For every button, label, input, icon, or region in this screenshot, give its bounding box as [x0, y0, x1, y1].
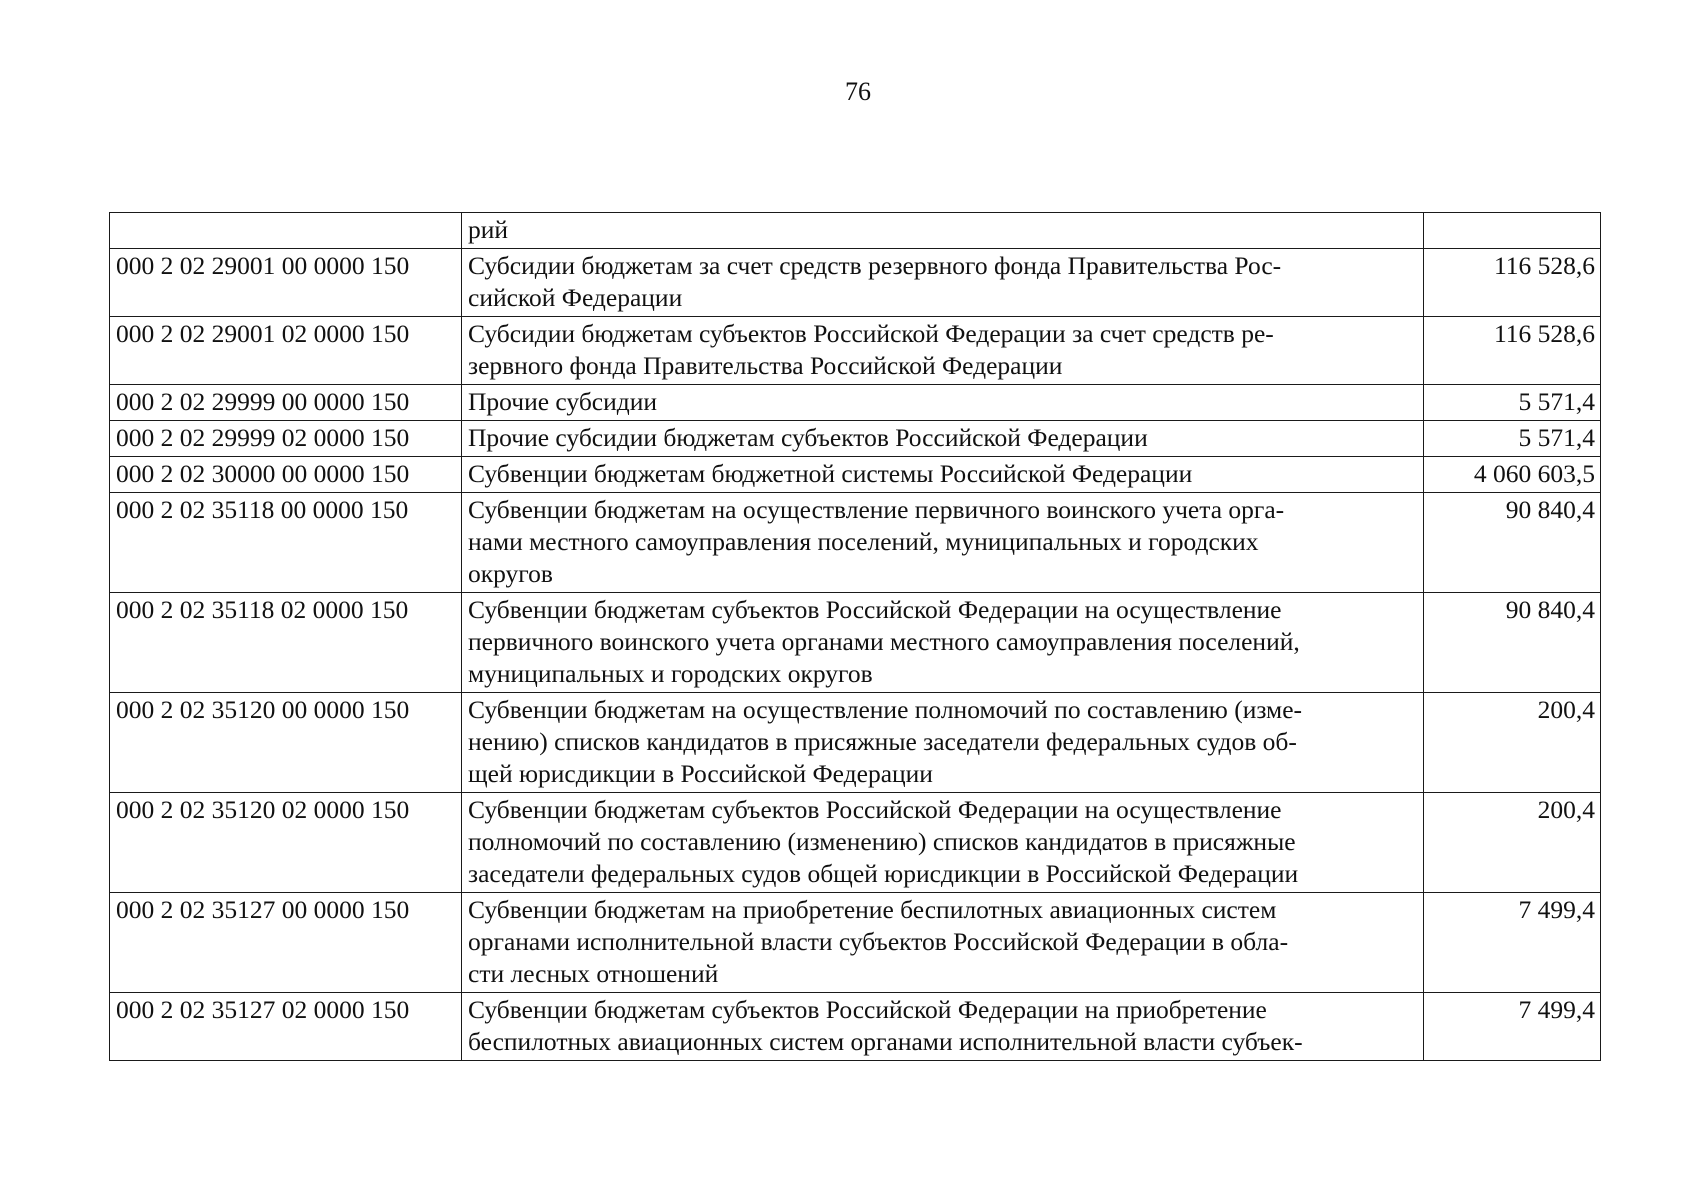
budget-classification-code: 000 2 02 30000 00 0000 150 — [110, 457, 462, 493]
table-row — [110, 793, 1601, 893]
table-row — [110, 493, 1601, 593]
revenue-name-line: нами местного самоуправления поселений, муниципальных и городских — [468, 527, 1259, 556]
amount-thousand-rubles: 4 060 603,5 — [1424, 457, 1601, 493]
budget-classification-code: 000 2 02 29999 02 0000 150 — [110, 421, 462, 457]
budget-classification-code: 000 2 02 29001 00 0000 150 — [110, 249, 462, 317]
budget-classification-code — [110, 213, 462, 249]
amount-thousand-rubles: 5 571,4 — [1424, 385, 1601, 421]
revenue-name — [462, 421, 1424, 457]
amount-thousand-rubles: 7 499,4 — [1424, 993, 1601, 1061]
amount-thousand-rubles: 5 571,4 — [1424, 421, 1601, 457]
budget-revenue-table — [109, 212, 1601, 1061]
revenue-name-line: округов — [468, 559, 553, 588]
revenue-name — [462, 893, 1424, 993]
revenue-name — [462, 793, 1424, 893]
revenue-name-line: Субвенции бюджетам бюджетной системы Российской Федерации — [468, 459, 1193, 488]
revenue-name-line: полномочий по составлению (изменению) списков кандидатов в присяжные — [468, 827, 1296, 856]
revenue-name-line: муниципальных и городских округов — [468, 659, 873, 688]
table-body — [110, 213, 1601, 1061]
revenue-name-line: Субвенции бюджетам субъектов Российской Федерации на осуществление — [468, 795, 1282, 824]
revenue-name — [462, 993, 1424, 1061]
revenue-name-line: Субвенции бюджетам субъектов Российской Федерации на осуществление — [468, 595, 1282, 624]
revenue-name-line: сийской Федерации — [468, 283, 683, 312]
table-row — [110, 213, 1601, 249]
revenue-name-line: органами исполнительной власти субъектов Российской Федерации в обла- — [468, 927, 1289, 956]
revenue-name-line: Субвенции бюджетам на приобретение беспилотных авиационных систем — [468, 895, 1277, 924]
table-row — [110, 249, 1601, 317]
table-row — [110, 993, 1601, 1061]
table-row — [110, 385, 1601, 421]
revenue-name — [462, 693, 1424, 793]
revenue-name-line: Прочие субсидии — [468, 387, 658, 416]
revenue-name — [462, 457, 1424, 493]
revenue-name-line: Субсидии бюджетам за счет средств резервного фонда Правительства Рос- — [468, 251, 1282, 280]
budget-classification-code: 000 2 02 35120 02 0000 150 — [110, 793, 462, 893]
amount-thousand-rubles: 200,4 — [1424, 793, 1601, 893]
amount-thousand-rubles: 116 528,6 — [1424, 317, 1601, 385]
table-row — [110, 421, 1601, 457]
budget-classification-code: 000 2 02 35118 02 0000 150 — [110, 593, 462, 693]
budget-classification-code: 000 2 02 35127 02 0000 150 — [110, 993, 462, 1061]
amount-thousand-rubles: 7 499,4 — [1424, 893, 1601, 993]
amount-thousand-rubles: 116 528,6 — [1424, 249, 1601, 317]
revenue-name-line: Субвенции бюджетам субъектов Российской Федерации на приобретение — [468, 995, 1267, 1024]
revenue-name — [462, 593, 1424, 693]
budget-classification-code: 000 2 02 35127 00 0000 150 — [110, 893, 462, 993]
amount-thousand-rubles — [1424, 213, 1601, 249]
revenue-name-line: беспилотных авиационных систем органами исполнительной власти субъек- — [468, 1027, 1303, 1056]
budget-classification-code: 000 2 02 29001 02 0000 150 — [110, 317, 462, 385]
revenue-name-line: Субсидии бюджетам субъектов Российской Федерации за счет средств ре- — [468, 319, 1274, 348]
budget-classification-code: 000 2 02 35120 00 0000 150 — [110, 693, 462, 793]
revenue-name-line: Прочие субсидии бюджетам субъектов Российской Федерации — [468, 423, 1148, 452]
revenue-name — [462, 493, 1424, 593]
revenue-name-line: зервного фонда Правительства Российской Федерации — [468, 351, 1063, 380]
revenue-name-line: щей юрисдикции в Российской Федерации — [468, 759, 933, 788]
revenue-name-line: сти лесных отношений — [468, 959, 719, 988]
amount-thousand-rubles: 90 840,4 — [1424, 593, 1601, 693]
budget-classification-code: 000 2 02 35118 00 0000 150 — [110, 493, 462, 593]
revenue-name-line: заседатели федеральных судов общей юрисдикции в Российской Федерации — [468, 859, 1299, 888]
page-number: 76 — [845, 77, 871, 106]
revenue-name-line: Субвенции бюджетам на осуществление первичного воинского учета орга- — [468, 495, 1285, 524]
revenue-name-line: первичного воинского учета органами местного самоуправления поселений, — [468, 627, 1300, 656]
amount-thousand-rubles: 200,4 — [1424, 693, 1601, 793]
revenue-name-line: Субвенции бюджетам на осуществление полномочий по составлению (изме- — [468, 695, 1303, 724]
revenue-name-line: нению) списков кандидатов в присяжные заседатели федеральных судов об- — [468, 727, 1297, 756]
table-row — [110, 693, 1601, 793]
revenue-name — [462, 213, 1424, 249]
table-row — [110, 457, 1601, 493]
table-row — [110, 593, 1601, 693]
table-row — [110, 317, 1601, 385]
revenue-name-line: рий — [468, 215, 509, 244]
amount-thousand-rubles: 90 840,4 — [1424, 493, 1601, 593]
revenue-name — [462, 317, 1424, 385]
table-row — [110, 893, 1601, 993]
revenue-name — [462, 385, 1424, 421]
budget-classification-code: 000 2 02 29999 00 0000 150 — [110, 385, 462, 421]
revenue-name — [462, 249, 1424, 317]
